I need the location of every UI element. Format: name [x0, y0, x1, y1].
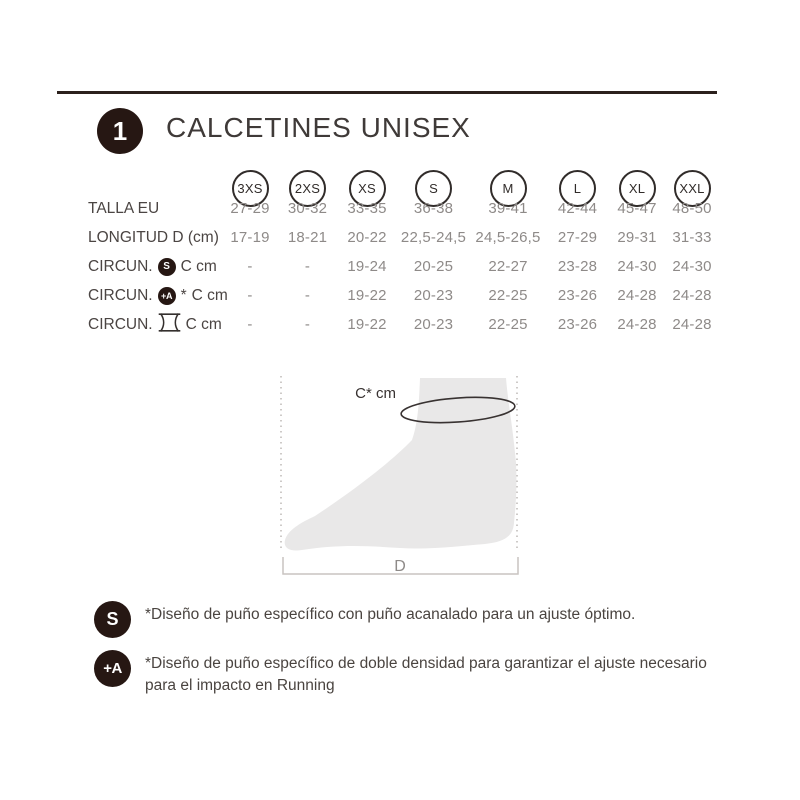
asterisk: * [180, 286, 187, 304]
row-label: CIRCUN. S C cm [88, 257, 217, 275]
table-cell: 20-23 [413, 316, 454, 333]
table-cell: 24-28 [617, 316, 657, 333]
plus-a-badge-icon: +A [94, 650, 131, 687]
table-cell: 18-21 [287, 229, 328, 246]
row-label: TALLA EU [88, 199, 160, 217]
table-cell: 42-44 [557, 200, 598, 217]
circumference-label: C* cm [355, 385, 396, 402]
table-cell: 27-29 [230, 200, 270, 217]
size-m: M [490, 170, 527, 207]
footnote-text: *Diseño de puño específico de doble densidad para garantizar el ajuste necesario para el impacto en Running [145, 655, 707, 695]
row-label: CIRCUN. +A * C cm [88, 286, 228, 304]
table-cell: 22-25 [488, 287, 528, 304]
table-cell: 24-28 [672, 287, 712, 304]
footnote-text: *Diseño de puño específico con puño acanalado para un ajuste óptimo. [145, 606, 636, 623]
table-cell: 22-25 [488, 316, 528, 333]
s-badge-icon: S [158, 258, 176, 276]
size-s: S [415, 170, 452, 207]
table-cell: 29-31 [617, 229, 657, 246]
plus-a-badge-icon: +A [158, 287, 176, 305]
size-xxl: XXL [674, 170, 711, 207]
table-cell: 27-29 [557, 229, 598, 246]
table-cell: 22-27 [488, 258, 528, 275]
table-cell: 24-28 [617, 287, 657, 304]
size-2xs: 2XS [289, 170, 326, 207]
cuff-icon [158, 312, 181, 338]
section-divider [57, 91, 717, 94]
size-3xs: 3XS [232, 170, 269, 207]
table-cell: 24,5-26,5 [475, 229, 541, 246]
table-cell: 23-28 [557, 258, 598, 275]
table-cell: 19-24 [347, 258, 387, 275]
table-cell: 24-28 [672, 316, 712, 333]
length-label: D [394, 558, 406, 575]
table-cell: 39-41 [488, 200, 528, 217]
table-cell: 20-23 [413, 287, 454, 304]
table-cell: 23-26 [557, 316, 598, 333]
table-cell: 19-22 [347, 316, 387, 333]
size-xs: XS [349, 170, 386, 207]
size-table [88, 165, 719, 339]
table-cell: - [304, 316, 311, 333]
row-label: LONGITUD D (cm) [88, 228, 219, 246]
table-cell: 23-26 [557, 287, 598, 304]
table-cell: 45-47 [617, 200, 657, 217]
table-cell: - [304, 258, 311, 275]
table-cell: 48-50 [672, 200, 712, 217]
footnote-plus-a [94, 650, 723, 698]
table-cell: - [247, 287, 253, 304]
table-cell: - [247, 316, 253, 333]
table-cell: 24-30 [672, 258, 712, 275]
foot-diagram [268, 368, 530, 585]
table-cell: 36-38 [413, 200, 454, 217]
table-cell: 31-33 [672, 229, 712, 246]
table-cell: - [304, 287, 311, 304]
table-cell: - [247, 258, 253, 275]
foot-silhouette [285, 378, 517, 551]
table-cell: 17-19 [230, 229, 270, 246]
section-title: CALCETINES UNISEX [166, 112, 471, 143]
table-cell: 20-22 [347, 229, 387, 246]
section-number-badge [97, 108, 143, 154]
size-xl: XL [619, 170, 656, 207]
footnote-s [94, 601, 723, 638]
table-cell: 20-25 [413, 258, 454, 275]
row-label: CIRCUN. C cm [88, 310, 222, 339]
s-badge-icon: S [94, 601, 131, 638]
table-cell: 24-30 [617, 258, 657, 275]
table-cell: 22,5-24,5 [400, 229, 467, 246]
table-cell: 33-35 [347, 200, 387, 217]
section-number: 1 [112, 115, 128, 146]
table-cell: 19-22 [347, 287, 387, 304]
table-cell: 30-32 [287, 200, 328, 217]
size-l: L [559, 170, 596, 207]
